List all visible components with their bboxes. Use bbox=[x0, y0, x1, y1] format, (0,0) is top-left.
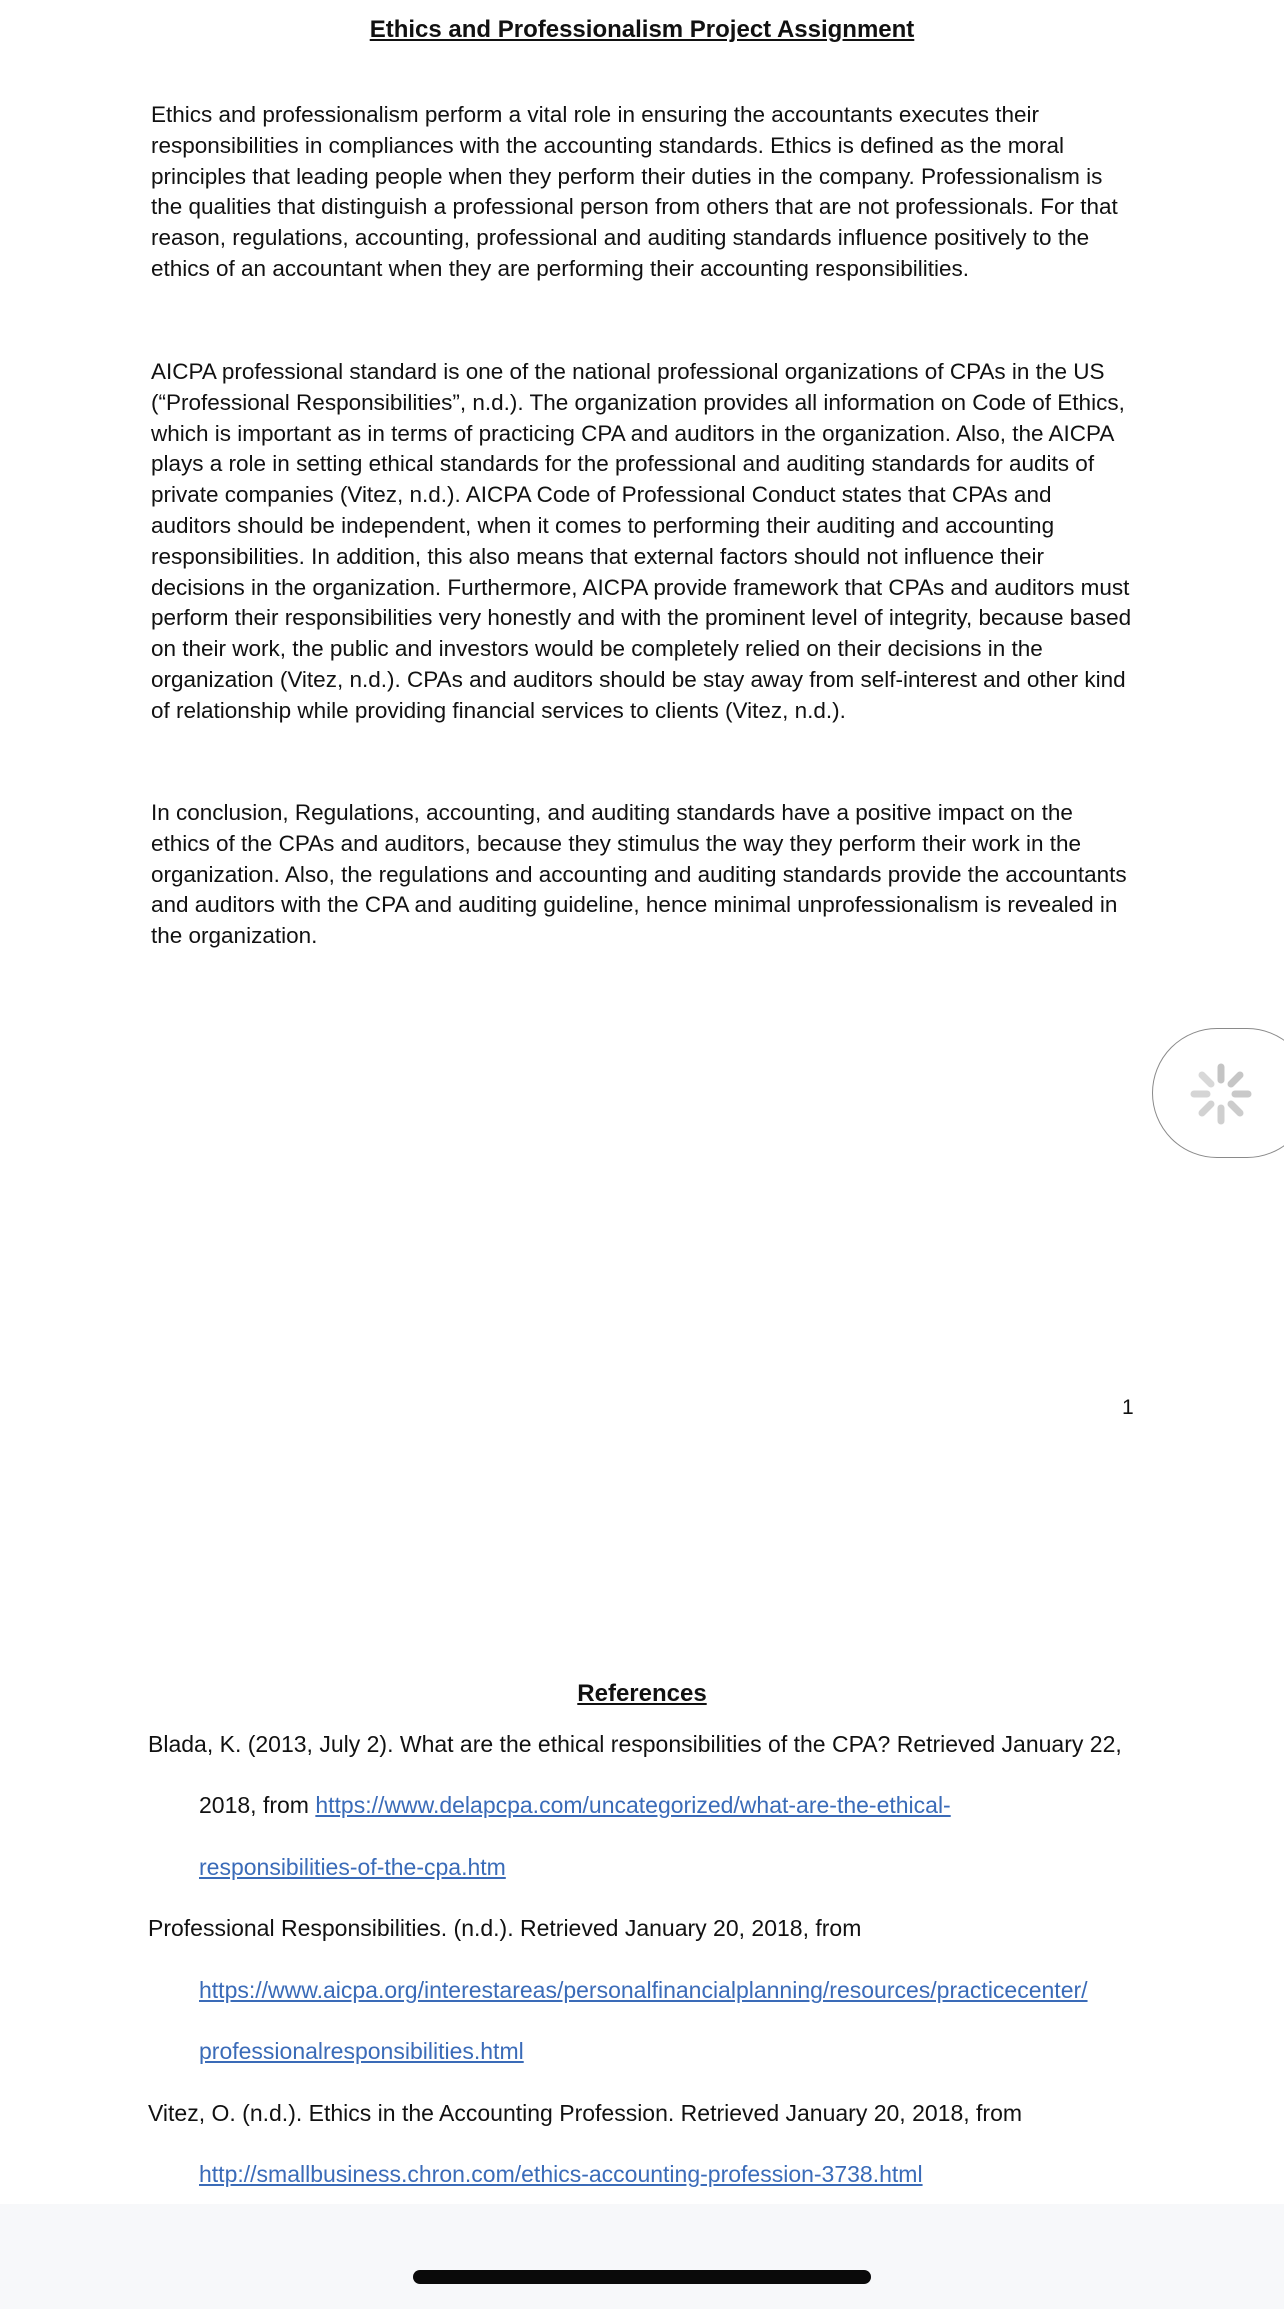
page-number: 1 bbox=[1122, 1396, 1134, 1419]
loading-spinner-icon bbox=[1189, 1062, 1253, 1126]
reference-aicpa-link-line[interactable] bbox=[199, 1977, 1088, 2004]
document-title: Ethics and Professionalism Project Assignment bbox=[369, 16, 915, 43]
reference-blada-link-tail[interactable]: responsibilities-of-the-cpa.htm bbox=[199, 1854, 506, 1880]
reference-aicpa-link-tail[interactable]: professionalresponsibilities.html bbox=[199, 2038, 524, 2064]
reference-blada-line: Blada, K. (2013, July 2). What are the ethical responsibilities of the CPA? Retrieved January 22, bbox=[148, 1731, 1122, 1757]
reference-aicpa-link[interactable]: https://www.aicpa.org/interestareas/personalfinancialplanning/resources/practicecenter/ bbox=[199, 1977, 1088, 2003]
paragraph-aicpa: AICPA professional standard is one of the national professional organizations of CPAs in the US (“Professional Responsibilities”, n.d.). The organization provides all information on Code of Ethics, which is important as in terms of practicing CPA and auditors in the organization. Also, the AICPA plays a role in setting ethical standards for the professional and auditing standards for audits of private companies (Vitez, n.d.). AICPA Code of Professional Conduct states that CPAs and auditors should be independent, when it comes to performing their auditing and accounting responsibilities. In addition, this also means that external factors should not influence their decisions in the organization. Furthermore, AICPA provide framework that CPAs and auditors must perform their responsibilities very honestly and with the prominent level of integrity, because based on their work, the public and investors would be completely relied on their decisions in the organization (Vitez, n.d.). CPAs and auditors should be stay away from self-interest and other kind of relationship while providing financial services to clients (Vitez, n.d.). bbox=[151, 359, 1132, 723]
home-indicator[interactable] bbox=[413, 2270, 871, 2284]
loading-indicator-pill bbox=[1152, 1028, 1284, 1158]
reference-vitez-link[interactable]: http://smallbusiness.chron.com/ethics-accounting-profession-3738.html bbox=[199, 2161, 923, 2187]
paragraph-intro: Ethics and professionalism perform a vital role in ensuring the accountants executes their responsibilities in compliances with the accounting standards. Ethics is defined as the moral principles that leading people when they perform their duties in the company. Professionalism is the qualities that distinguish a professional person from others that are not professionals. For that reason, regulations, accounting, professional and auditing standards influence positively to the ethics of an accountant when they are performing their accounting responsibilities. bbox=[151, 102, 1118, 281]
reference-blada-continuation bbox=[199, 1792, 951, 1819]
reference-blada-prefix: 2018, from bbox=[199, 1792, 316, 1818]
reference-vitez-line: Vitez, O. (n.d.). Ethics in the Accounting Profession. Retrieved January 20, 2018, from bbox=[148, 2100, 1023, 2126]
references-heading: References bbox=[577, 1680, 707, 1707]
bottom-safe-area bbox=[0, 2204, 1284, 2309]
reference-blada-link-continuation[interactable] bbox=[199, 1854, 506, 1881]
paragraph-conclusion: In conclusion, Regulations, accounting, and auditing standards have a positive impact on the ethics of the CPAs and auditors, because they stimulus the way they perform their work in the organization. Also, the regulations and accounting and auditing standards provide the accountants and auditors with the CPA and auditing guideline, hence minimal unprofessionalism is revealed in the organization. bbox=[151, 800, 1127, 949]
reference-vitez-link-line[interactable] bbox=[199, 2161, 923, 2188]
reference-blada-link[interactable]: https://www.delapcpa.com/uncategorized/what-are-the-ethical- bbox=[315, 1792, 951, 1818]
reference-aicpa-link-continuation[interactable] bbox=[199, 2038, 524, 2065]
reference-aicpa-line: Professional Responsibilities. (n.d.). Retrieved January 20, 2018, from bbox=[148, 1915, 862, 1941]
